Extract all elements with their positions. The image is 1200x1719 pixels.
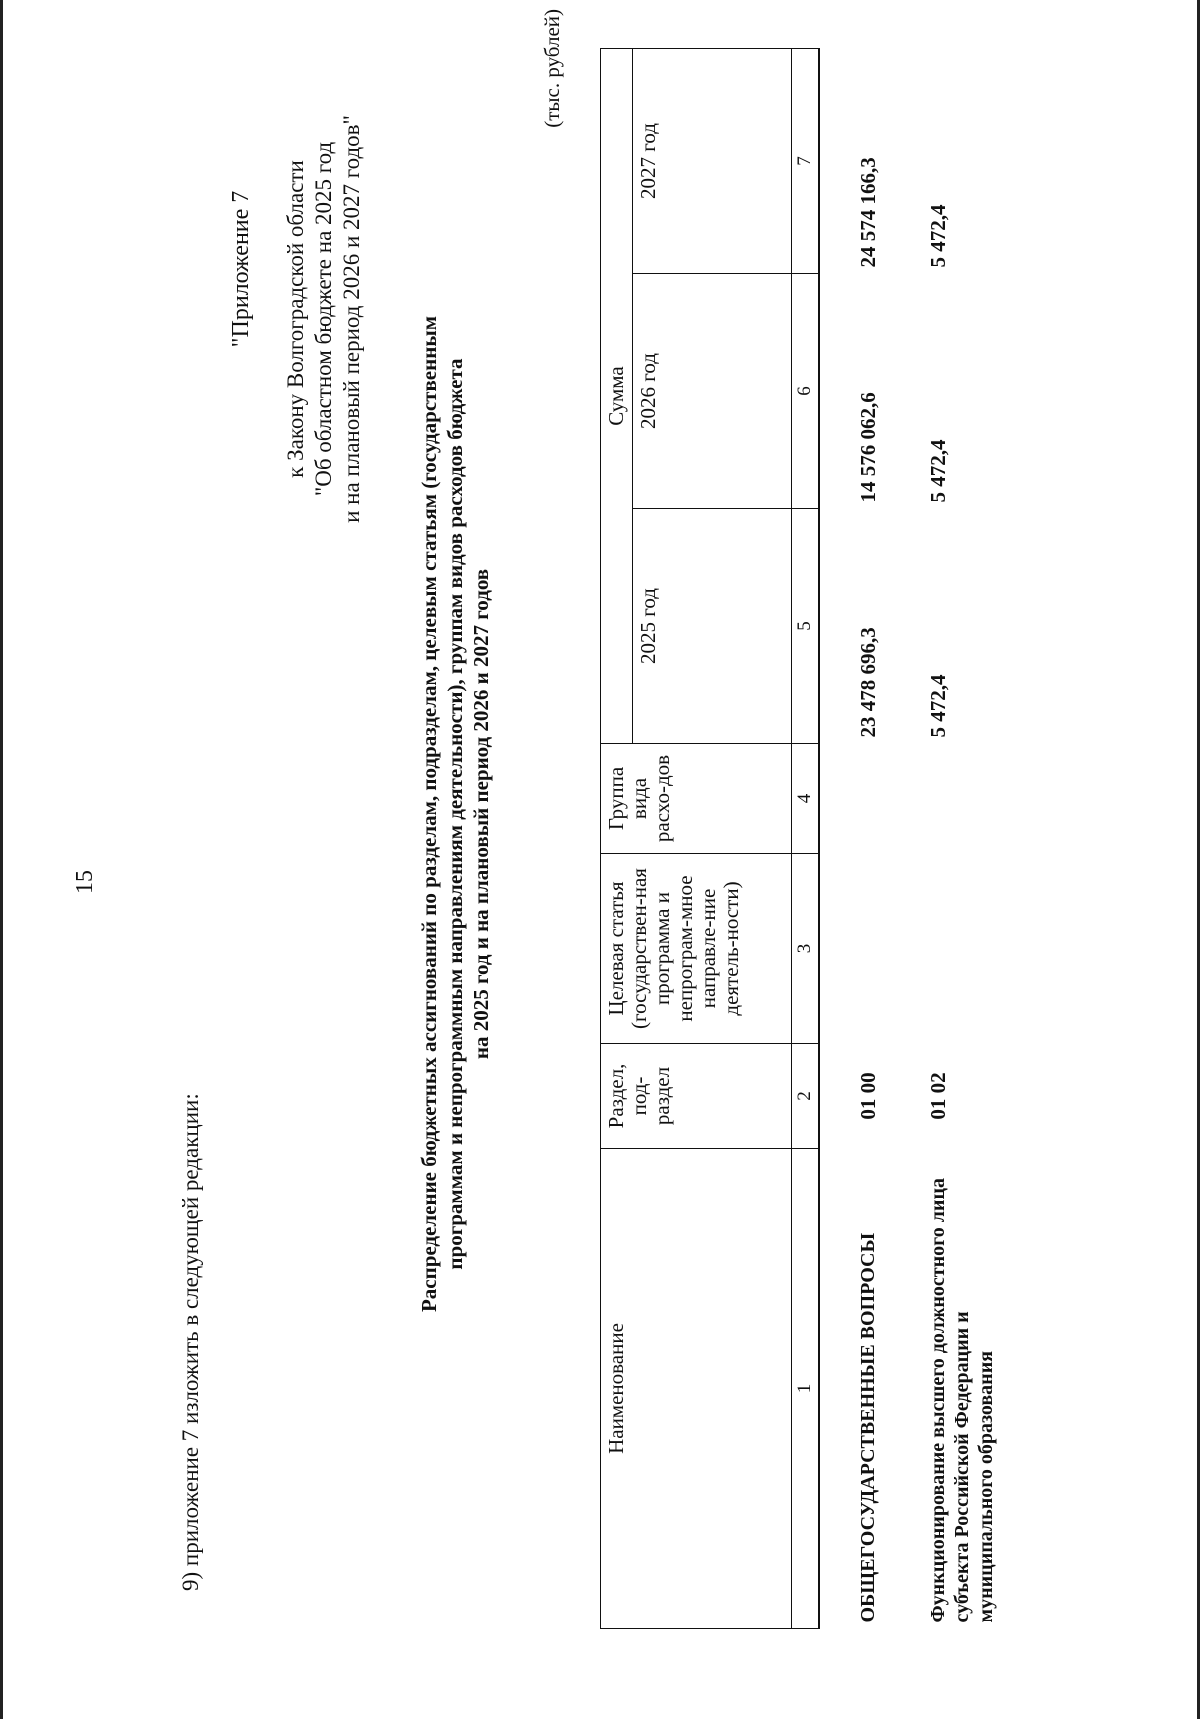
units-label: (тыс. рублей) bbox=[540, 9, 564, 128]
row-2026: 5 472,4 bbox=[926, 439, 950, 503]
row-group bbox=[856, 744, 880, 854]
title-line: Распределение бюджетных ассигнований по разделам, подразделам, целевым статьям (государственным bbox=[417, 315, 441, 1313]
budget-table bbox=[600, 48, 998, 1629]
header-year-2025: 2025 год bbox=[633, 509, 792, 744]
row-section: 01 00 bbox=[856, 1072, 880, 1120]
column-number: 2 bbox=[792, 1044, 820, 1149]
title-line: на 2025 год и на плановый период 2026 и 2027 годов bbox=[469, 568, 493, 1060]
row-2027: 5 472,4 bbox=[926, 204, 950, 268]
column-number: 6 bbox=[792, 274, 820, 509]
header-target-article: Целевая статья (государствен-ная программа и непрограм-мное направле-ние деятель-ности) bbox=[601, 854, 792, 1044]
row-target bbox=[856, 854, 880, 1044]
header-year-2027: 2027 год bbox=[633, 49, 792, 274]
column-number: 5 bbox=[792, 509, 820, 744]
column-number-row bbox=[792, 49, 820, 1629]
annex-ref-line: "Об областном бюджете на 2025 год bbox=[311, 141, 336, 497]
header-section: Раздел, под-раздел bbox=[601, 1044, 792, 1149]
row-target bbox=[926, 854, 998, 1044]
row-name: Функционирование высшего должностного лица субъекта Российской Федерации и муниципального образования bbox=[927, 1178, 997, 1623]
row-2025: 5 472,4 bbox=[926, 674, 950, 738]
row-2026: 14 576 062,6 bbox=[856, 392, 880, 503]
row-2025: 23 478 696,3 bbox=[856, 627, 880, 738]
row-name: ОБЩЕГОСУДАРСТВЕННЫЕ ВОПРОСЫ bbox=[857, 1232, 879, 1623]
header-expense-group: Группа вида расхо-дов bbox=[601, 744, 792, 854]
header-name: Наименование bbox=[601, 1149, 792, 1629]
header-year-2026: 2026 год bbox=[633, 274, 792, 509]
row-section: 01 02 bbox=[926, 1072, 950, 1120]
table-row bbox=[856, 49, 880, 1629]
column-number: 1 bbox=[792, 1149, 820, 1629]
annex-ref-line: к Закону Волгоградской области bbox=[283, 160, 308, 478]
annex-ref-line: и на плановый период 2026 и 2027 годов" bbox=[339, 115, 364, 523]
column-number: 7 bbox=[792, 49, 820, 274]
column-number: 4 bbox=[792, 744, 820, 854]
table-row bbox=[926, 49, 998, 1629]
page-number: 15 bbox=[72, 870, 98, 894]
document-title bbox=[416, 54, 494, 1574]
title-line: программам и непрограммным направлениям деятельности), группам видов расходов бюджета bbox=[443, 358, 467, 1270]
annex-reference bbox=[282, 9, 366, 629]
row-2027: 24 574 166,3 bbox=[856, 157, 880, 268]
annex-title: "Приложение 7 bbox=[228, 190, 254, 348]
column-number: 3 bbox=[792, 854, 820, 1044]
header-sum: Сумма bbox=[601, 49, 633, 744]
intro-text: 9) приложение 7 изложить в следующей редакции: bbox=[178, 1093, 203, 1591]
row-group bbox=[926, 744, 998, 854]
